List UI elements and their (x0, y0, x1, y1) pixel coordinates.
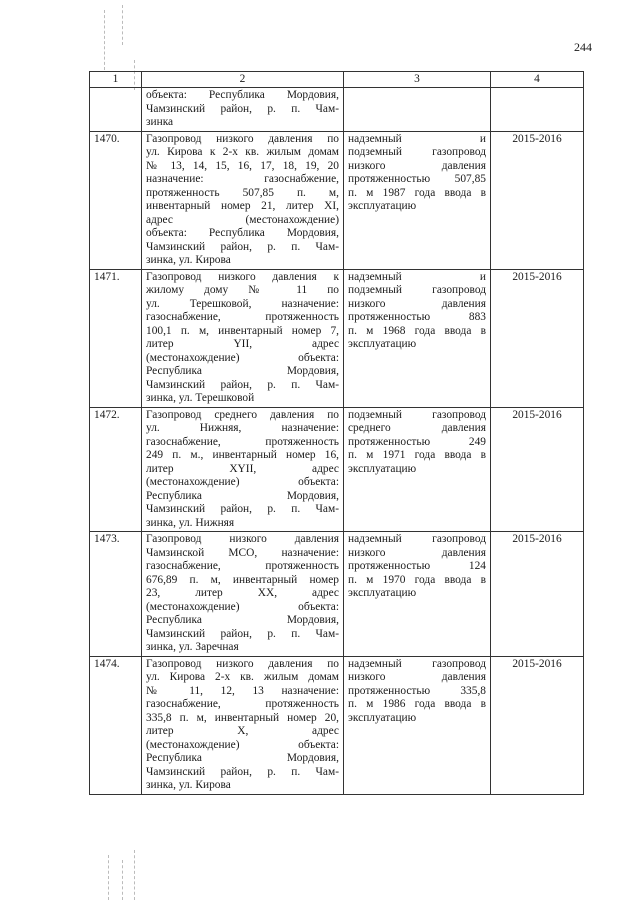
table-row (90, 88, 584, 132)
object-characteristics (344, 88, 491, 132)
text-line: низкого давления (348, 297, 486, 310)
text-line: зинка, ул. Заречная (146, 641, 239, 653)
object-description (142, 88, 344, 132)
object-characteristics (344, 532, 491, 657)
text-line: надземный газопровод (348, 657, 486, 670)
transfer-period (491, 88, 584, 132)
registry-body (90, 88, 584, 795)
transfer-period: 2015-2016 (491, 131, 584, 269)
text-line: литер YII, адрес (146, 338, 339, 350)
text-line: Чамзинский район, р. п. Чам- (146, 378, 339, 391)
text-line: Республика Мордовия, (146, 752, 339, 764)
text-line: подземный газопровод (348, 408, 486, 421)
text-line: Республика Мордовия, (146, 365, 339, 377)
object-characteristics (344, 407, 491, 532)
text-line: 676,89 п. м, инвентарный номер (146, 573, 339, 586)
object-description (142, 407, 344, 532)
row-number: 1473. (90, 532, 142, 657)
text-line: протяженностью 249 (348, 435, 486, 448)
text-line: Газопровод низкого давления по (146, 657, 339, 670)
row-number: 1474. (90, 656, 142, 794)
text-line: газоснабжение, протяженность (146, 435, 339, 448)
object-description (142, 131, 344, 269)
text-line: газоснабжение, протяженность (146, 698, 339, 710)
text-line: протяженностью 335,8 (348, 684, 486, 697)
text-line: зинка (146, 116, 174, 128)
object-description (142, 532, 344, 657)
row-number: 1471. (90, 269, 142, 407)
table-row (90, 131, 584, 269)
text-line: Газопровод низкого давления (146, 533, 339, 545)
text-line: подземный газопровод (348, 146, 486, 158)
column-number-row (90, 72, 584, 88)
text-line: среднего давления (348, 422, 486, 434)
transfer-period: 2015-2016 (491, 532, 584, 657)
text-line: Чамзинский район, р. п. Чам- (146, 765, 339, 778)
text-line: эксплуатацию (348, 462, 417, 475)
text-line: жилому дому № 11 по (146, 284, 339, 296)
text-line: Газопровод среднего давления по (146, 408, 339, 421)
text-line: эксплуатацию (348, 711, 417, 724)
text-line: ул. Терешковой, назначение: (146, 297, 339, 310)
text-line: инвентарный номер 21, литер XI, (146, 200, 339, 212)
column-header: 2 (142, 72, 344, 88)
text-line: литер XYII, адрес (146, 462, 339, 475)
text-line: п. м 1987 года ввода в (348, 186, 486, 199)
text-line: зинка, ул. Нижняя (146, 516, 235, 529)
object-characteristics (344, 131, 491, 269)
text-line: Республика Мордовия, (146, 489, 339, 502)
text-line: Газопровод низкого давления по (146, 132, 339, 145)
column-header: 4 (491, 72, 584, 88)
text-line: эксплуатацию (348, 338, 417, 350)
column-header: 1 (90, 72, 142, 88)
text-line: объекта: Республика Мордовия, (146, 89, 339, 101)
text-line: п. м 1968 года ввода в (348, 324, 486, 337)
object-characteristics (344, 269, 491, 407)
column-header: 3 (344, 72, 491, 88)
text-line: протяженностью 883 (348, 311, 486, 323)
transfer-period: 2015-2016 (491, 269, 584, 407)
text-line: п. м 1970 года ввода в (348, 573, 486, 586)
page-number: 244 (574, 40, 592, 54)
text-line: надземный и (348, 132, 486, 145)
text-line: 100,1 п. м, инвентарный номер 7, (146, 324, 339, 337)
row-number: 1472. (90, 407, 142, 532)
object-description (142, 269, 344, 407)
text-line: ул. Нижняя, назначение: (146, 422, 339, 434)
text-line: надземный газопровод (348, 533, 486, 545)
text-line: ул. Кирова к 2-х кв. жилым домам (146, 146, 339, 158)
text-line: низкого давления (348, 159, 486, 172)
text-line: ул. Кирова 2-х кв. жилым домам (146, 671, 339, 683)
text-line: газоснабжение, протяженность (146, 560, 339, 572)
text-line: (местонахождение) объекта: (146, 738, 339, 751)
text-line: зинка, ул. Терешковой (146, 392, 255, 404)
row-number: 1470. (90, 131, 142, 269)
text-line: 23, литер XX, адрес (146, 587, 339, 599)
text-line: зинка, ул. Кирова (146, 254, 231, 266)
transfer-period: 2015-2016 (491, 656, 584, 794)
text-line: 249 п. м., инвентарный номер 16, (146, 449, 339, 461)
text-line: эксплуатацию (348, 200, 417, 212)
text-line: объекта: Республика Мордовия, (146, 227, 339, 239)
object-characteristics (344, 656, 491, 794)
text-line: № 11, 12, 13 назначение: (146, 684, 339, 697)
text-line: надземный и (348, 270, 486, 283)
table-row (90, 407, 584, 532)
text-line: назначение: газоснабжение, (146, 173, 339, 185)
text-line: (местонахождение) объекта: (146, 600, 339, 613)
object-description (142, 656, 344, 794)
text-line: № 13, 14, 15, 16, 17, 18, 19, 20 (146, 159, 339, 172)
text-line: Республика Мордовия, (146, 614, 339, 626)
text-line: Чамзинский район, р. п. Чам- (146, 627, 339, 640)
text-line: 335,8 п. м, инвентарный номер 20, (146, 711, 339, 724)
text-line: адрес (местонахождение) (146, 213, 339, 226)
text-line: Чамзинский район, р. п. Чам- (146, 102, 339, 115)
text-line: (местонахождение) объекта: (146, 351, 339, 364)
text-line: Чамзинский район, р. п. Чам- (146, 503, 339, 515)
text-line: п. м 1971 года ввода в (348, 449, 486, 461)
text-line: Чамзинский район, р. п. Чам- (146, 240, 339, 253)
text-line: Газопровод низкого давления к (146, 270, 339, 283)
text-line: протяженностью 124 (348, 560, 486, 572)
text-line: низкого давления (348, 671, 486, 683)
table-row (90, 532, 584, 657)
text-line: зинка, ул. Кирова (146, 779, 231, 791)
text-line: подземный газопровод (348, 284, 486, 296)
text-line: (местонахождение) объекта: (146, 476, 339, 488)
text-line: Чамзинской МСО, назначение: (146, 546, 339, 559)
text-line: эксплуатацию (348, 587, 417, 599)
transfer-period: 2015-2016 (491, 407, 584, 532)
property-registry-table (89, 71, 584, 795)
text-line: протяженностью 507,85 (348, 173, 486, 185)
table-row (90, 269, 584, 407)
table-row (90, 656, 584, 794)
text-line: газоснабжение, протяженность (146, 311, 339, 323)
text-line: литер X, адрес (146, 725, 339, 737)
text-line: низкого давления (348, 546, 486, 559)
text-line: протяженность 507,85 п. м, (146, 186, 339, 199)
text-line: п. м 1986 года ввода в (348, 698, 486, 710)
row-number (90, 88, 142, 132)
